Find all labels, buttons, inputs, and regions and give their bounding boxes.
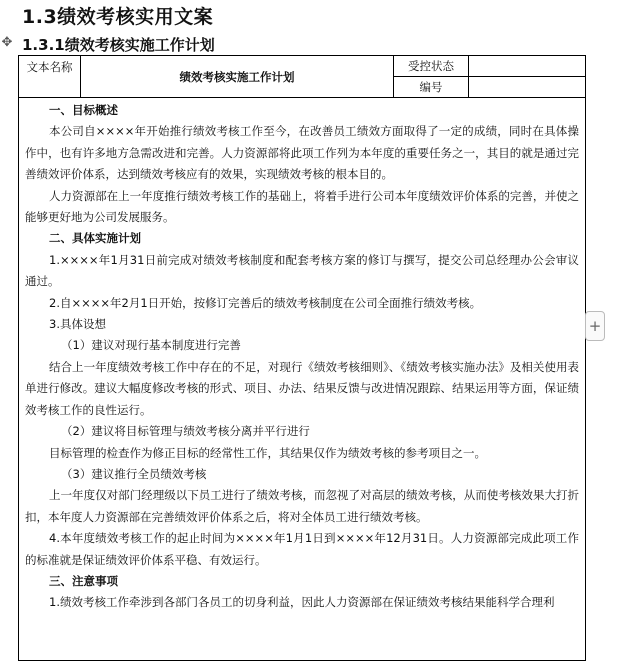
document-title: 绩效考核实施工作计划 <box>81 56 394 98</box>
section-2-item-2: 2.自××××年2月1日开始，按修订完善后的绩效考核制度在公司全面推行绩效考核。 <box>49 295 482 310</box>
subitem-2-body: 目标管理的检查作为修正目标的经常性工作，其结果仅作为绩效考核的参考项目之一。 <box>49 445 486 460</box>
subitem-1-title: （1）建议对现行基本制度进行完善 <box>61 338 241 353</box>
add-row-plus-icon[interactable]: + <box>585 311 605 341</box>
section-2-title: 二、具体实施计划 <box>49 231 141 246</box>
section-1-title: 一、目标概述 <box>49 103 118 117</box>
subitem-2-title: （2）建议将目标管理与绩效考核分离并平行进行 <box>61 424 310 439</box>
page-heading-2: 1.3.1绩效考核实施工作计划 <box>22 36 215 54</box>
number-value-cell[interactable] <box>469 77 586 98</box>
page-heading-1: 1.3绩效考核实用文案 <box>22 6 214 28</box>
control-status-value-cell[interactable] <box>469 56 586 77</box>
subitem-3-title: （3）建议推行全员绩效考核 <box>61 466 207 481</box>
section-2-item-3: 3.具体设想 <box>49 317 106 332</box>
section-2-item-4: 4.本年度绩效考核工作的起止时间为××××年1月1日到××××年12月31日。人力资源部完成此项工作的标准就是保证绩效评价体系平稳、有效运行。 <box>25 531 579 567</box>
section-1-paragraph-1: 本公司自××××年开始推行绩效考核工作至今，在改善员工绩效方面取得了一定的成绩，同时在具体操作中，也有许多地方急需改进和完善。人力资源部将此项工作列为本年度的重要任务之一，其目的就是通过完善绩效评价体系，达到绩效考核应有的效果，实现绩效考核的根本目的。 <box>25 124 579 182</box>
label-text-name: 文本名称 <box>19 56 81 98</box>
document-body[interactable] <box>19 98 586 661</box>
subitem-3-body: 上一年度仅对部门经理级以下员工进行了绩效考核，而忽视了对高层的绩效考核，从而使考核效果大打折扣，本年度人力资源部在完善绩效评价体系之后，将对全体员工进行绩效考核。 <box>25 488 579 524</box>
section-2-item-1: 1.××××年1月31日前完成对绩效考核制度和配套考核方案的修订与撰写，提交公司总经理办公会审议通过。 <box>25 252 579 289</box>
label-control-status: 受控状态 <box>394 56 469 77</box>
subitem-1-body: 结合上一年度绩效考核工作中存在的不足，对现行《绩效考核细则》、《绩效考核实施办法》及相关使用表单进行修改。建议大幅度修改考核的形式、项目、办法、结果反馈与改进情况跟踪、结果运用等方面，保证绩效考核工作的良性运行。 <box>25 359 579 417</box>
document-table <box>18 55 586 661</box>
table-move-handle-icon[interactable]: ✥ <box>1 35 13 50</box>
section-3-item-1: 1.绩效考核工作牵涉到各部门各员工的切身利益，因此人力资源部在保证绩效考核结果能科学合理利 <box>49 595 555 610</box>
section-3-title: 三、注意事项 <box>49 573 118 588</box>
label-number: 编号 <box>394 77 469 98</box>
section-1-paragraph-2: 人力资源部在上一年度推行绩效考核工作的基础上，将着手进行公司本年度绩效评价体系的完善，并使之能够更好地为公司发展服务。 <box>25 188 579 225</box>
